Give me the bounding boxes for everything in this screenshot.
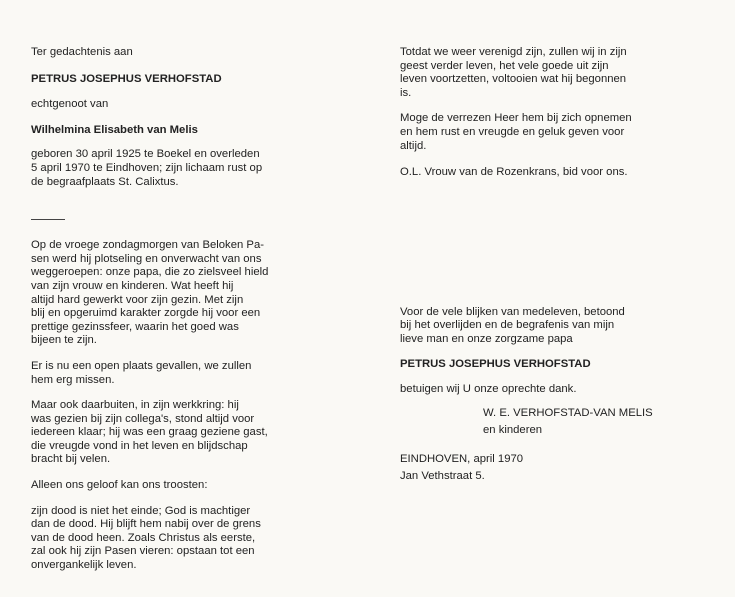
thanks-intro xyxy=(400,306,718,347)
text-line: bij het overlijden en de begrafenis van mijn xyxy=(400,319,615,332)
paragraph-hope xyxy=(31,505,361,573)
text-line: Maar ook daarbuiten, in zijn werkkring: hij xyxy=(31,399,239,412)
text-line: onvergankelijk leven. xyxy=(31,559,137,572)
text-line: en hem rust en vreugde en geluk geven voor xyxy=(400,125,625,138)
text-line: Op de vroege zondagmorgen van Beloken Pa- xyxy=(31,239,264,252)
paragraph-missing xyxy=(31,360,361,387)
text-line: Moge de verrezen Heer hem bij zich opnemen xyxy=(400,112,632,125)
text-line: bracht bij velen. xyxy=(31,453,111,466)
paragraph-faith: Alleen ons geloof kan ons troosten: xyxy=(31,479,208,492)
text-line: 5 april 1970 te Eindhoven; zijn lichaam rust op xyxy=(31,161,263,174)
signer-sub: en kinderen xyxy=(483,424,543,437)
text-line: de begraafplaats St. Calixtus. xyxy=(31,175,179,188)
text-line: Voor de vele blijken van medeleven, betoond xyxy=(400,305,625,318)
paragraph-reunion xyxy=(400,46,718,100)
text-line: hem erg missen. xyxy=(31,373,115,386)
text-line: leven voortzetten, voltooien wat hij begonnen xyxy=(400,73,627,86)
text-line: geest verder leven, het vele goede uit zijn xyxy=(400,59,609,72)
signer-name: W. E. VERHOFSTAD-VAN MELIS xyxy=(483,406,653,419)
thanks-line: betuigen wij U onze oprechte dank. xyxy=(400,383,577,396)
text-line: iedereen klaar; hij was een graag geziene gast, xyxy=(31,426,268,439)
text-line: die vreugde vond in het leven en blijdschap xyxy=(31,439,248,452)
text-line: van zijn vrouw en kinderen. Wat heeft hij xyxy=(31,279,234,292)
birth-death-paragraph xyxy=(31,148,361,189)
paragraph-life xyxy=(31,239,361,348)
text-line: weggeroepen: onze papa, die zo zielsveel hield xyxy=(31,266,269,279)
right-column xyxy=(400,46,718,483)
text-line: altijd. xyxy=(400,139,427,152)
text-line: geboren 30 april 1925 te Boekel en overleden xyxy=(31,148,260,161)
intro-text: Ter gedachtenis aan xyxy=(31,46,133,58)
prayer-line: O.L. Vrouw van de Rozenkrans, bid voor ons. xyxy=(400,166,628,179)
text-line: blij en opgeruimd karakter zorgde hij voor een xyxy=(31,307,261,320)
text-line: prettige gezinssfeer, waarin het goed was xyxy=(31,320,239,333)
text-line: sen werd hij plotseling en onverwacht van ons xyxy=(31,252,262,265)
text-line: was gezien bij zijn collega's, stond altijd voor xyxy=(31,412,255,425)
text-line: zal ook hij zijn Pasen vieren: opstaan tot een xyxy=(31,545,255,558)
paragraph-blessing xyxy=(400,112,718,153)
address: Jan Vethstraat 5. xyxy=(400,469,485,482)
text-line: Totdat we weer verenigd zijn, zullen wij in zijn xyxy=(400,46,627,58)
deceased-name-repeat: PETRUS JOSEPHUS VERHOFSTAD xyxy=(400,357,591,370)
place-date: EINDHOVEN, april 1970 xyxy=(400,452,524,465)
text-line: is. xyxy=(400,86,412,99)
spouse-name: Wilhelmina Elisabeth van Melis xyxy=(31,123,198,136)
text-line: zijn dood is niet het einde; God is machtiger xyxy=(31,504,251,517)
text-line: altijd hard gewerkt voor zijn gezin. Met zijn xyxy=(31,293,244,306)
divider-rule xyxy=(31,219,65,220)
text-line: van de dood heen. Zoals Christus als eerste, xyxy=(31,531,256,544)
text-line: Er is nu een open plaats gevallen, we zullen xyxy=(31,359,252,372)
paragraph-work xyxy=(31,399,361,467)
deceased-name: PETRUS JOSEPHUS VERHOFSTAD xyxy=(31,72,222,85)
text-line: lieve man en onze zorgzame papa xyxy=(400,332,573,345)
left-column xyxy=(31,46,361,573)
text-line: bijeen te zijn. xyxy=(31,334,97,347)
spouse-intro: echtgenoot van xyxy=(31,98,109,111)
text-line: dan de dood. Hij blijft hem nabij over de grens xyxy=(31,518,261,531)
